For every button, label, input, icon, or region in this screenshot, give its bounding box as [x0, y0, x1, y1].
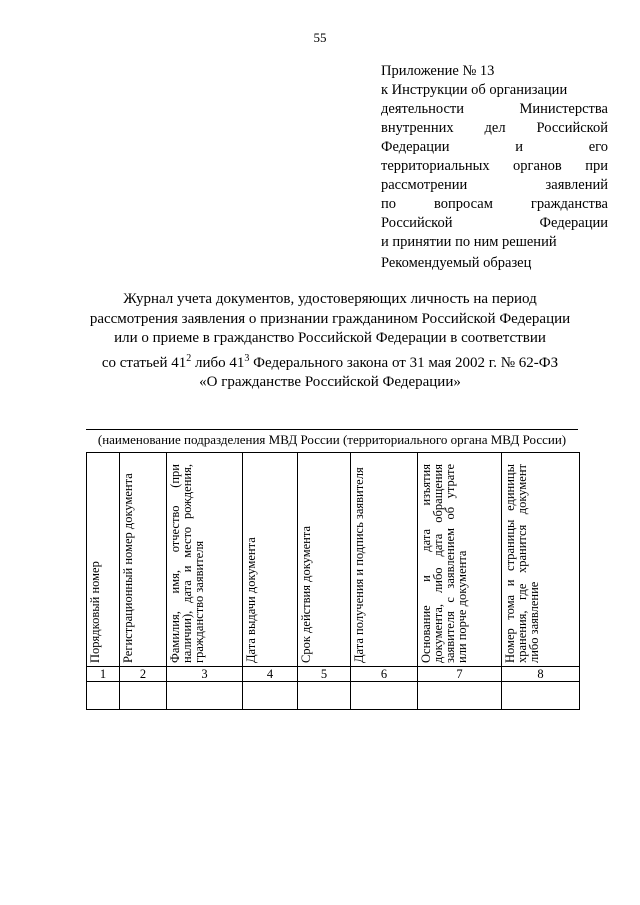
- journal-table: [86, 452, 580, 710]
- header-text: Срок действия документа: [299, 525, 313, 663]
- appendix-line: рассмотрении заявлений: [381, 177, 608, 193]
- empty-cell: [167, 682, 243, 710]
- empty-cell: [87, 682, 120, 710]
- column-number-row: [87, 667, 580, 682]
- title-line: [70, 349, 590, 374]
- header-cell: [502, 453, 580, 667]
- journal-title: [70, 290, 590, 393]
- appendix-line: деятельности Министерства: [381, 101, 608, 117]
- page-number: 55: [313, 30, 327, 45]
- column-number: 3: [167, 667, 243, 682]
- org-name-caption: (наименование подразделения МВД России (территориального органа МВД России): [86, 429, 578, 448]
- title-text: либо 41: [191, 354, 245, 371]
- title-text: со статьей 41: [101, 354, 187, 371]
- appendix-line: территориальных органов при: [381, 158, 608, 174]
- header-text: Порядковый номер: [88, 561, 102, 663]
- appendix-line: по вопросам гражданства: [381, 196, 608, 212]
- title-line: «О гражданстве Российской Федерации»: [199, 374, 461, 390]
- title-text: Федерального закона от 31 мая 2002 г. № 62-ФЗ: [249, 354, 559, 371]
- empty-cell: [298, 682, 351, 710]
- appendix-line: Федерации и его: [381, 139, 608, 155]
- superscript: 2: [186, 352, 192, 364]
- empty-cell: [243, 682, 298, 710]
- empty-table-row: [87, 682, 580, 710]
- empty-cell: [418, 682, 502, 710]
- header-text: Дата получения и подпись заявителя: [352, 467, 366, 663]
- column-number: 1: [87, 667, 120, 682]
- appendix-line: внутренних дел Российской: [381, 120, 608, 136]
- header-text: Основание и дата изъятия документа, либо дата обращения заявителя с заявлением об утрате или порче документа: [419, 464, 469, 663]
- appendix-line: Приложение № 13: [381, 63, 495, 79]
- appendix-line: к Инструкции об организации: [381, 82, 568, 98]
- empty-cell: [120, 682, 167, 710]
- header-text: Фамилия, имя, отчество (при наличии), дата и место рождения, гражданство заявителя: [168, 464, 206, 663]
- appendix-block: [381, 62, 608, 252]
- column-number: 4: [243, 667, 298, 682]
- header-text: Дата выдачи документа: [244, 537, 258, 663]
- column-number: 2: [120, 667, 167, 682]
- column-number: 8: [502, 667, 580, 682]
- sample-label: Рекомендуемый образец: [381, 255, 532, 271]
- title-line: Журнал учета документов, удостоверяющих личность на период: [123, 291, 537, 307]
- column-number: 5: [298, 667, 351, 682]
- title-line: или о приеме в гражданство Российской Федерации в соответствии: [114, 330, 546, 346]
- header-cell: [243, 453, 298, 667]
- appendix-line: Российской Федерации: [381, 215, 608, 231]
- empty-cell: [351, 682, 418, 710]
- table-header-row: [87, 453, 580, 667]
- header-cell: [351, 453, 418, 667]
- header-text: Номер тома и страницы единицы хранения, где хранится документ либо заявление: [503, 464, 541, 663]
- header-cell: [298, 453, 351, 667]
- empty-cell: [502, 682, 580, 710]
- header-text: Регистрационный номер документа: [121, 473, 135, 663]
- appendix-line: и принятии по ним решений: [381, 234, 557, 250]
- column-number: 7: [418, 667, 502, 682]
- superscript: 3: [244, 352, 250, 364]
- column-number: 6: [351, 667, 418, 682]
- header-cell: [120, 453, 167, 667]
- header-cell: [418, 453, 502, 667]
- title-line: рассмотрения заявления о признании гражданином Российской Федерации: [89, 310, 571, 327]
- header-cell: [87, 453, 120, 667]
- header-cell: [167, 453, 243, 667]
